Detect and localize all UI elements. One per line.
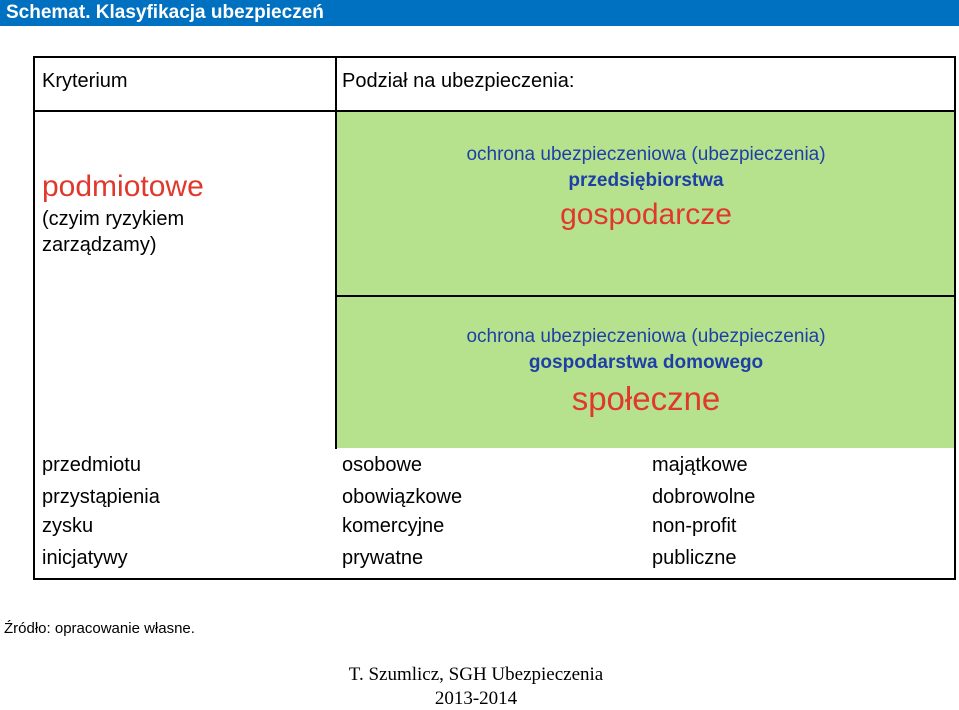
row-criterion: przedmiotu: [42, 454, 141, 476]
row-option-a: obowiązkowe: [342, 486, 463, 508]
criterion-subject: podmiotowe: [42, 170, 204, 203]
household-line-1: ochrona ubezpieczeniowa (ubezpieczenia): [466, 326, 826, 347]
header-divider: [33, 110, 956, 112]
enterprise-line-1: ochrona ubezpieczeniowa (ubezpieczenia): [466, 144, 826, 165]
page-title: Schemat. Klasyfikacja ubezpieczeń: [6, 2, 324, 23]
row-criterion: przystąpienia: [42, 486, 160, 508]
row-option-a: komercyjne: [342, 515, 445, 537]
subject-inner-divider: [336, 295, 956, 297]
criterion-subject-note-1: (czyim ryzykiem: [42, 208, 185, 230]
row-option-b: non-profit: [652, 515, 737, 537]
header-criterion: Kryterium: [42, 70, 128, 92]
footer-years: 2013-2014: [434, 688, 518, 709]
header-division: Podział na ubezpieczenia:: [342, 70, 575, 92]
row-criterion: zysku: [42, 515, 94, 537]
classification-table: [33, 56, 956, 580]
enterprise-type: gospodarcze: [560, 198, 732, 231]
row-option-b: majątkowe: [652, 454, 748, 476]
row-option-b: publiczne: [652, 547, 737, 569]
enterprise-line-2: przedsiębiorstwa: [568, 170, 724, 191]
row-option-a: prywatne: [342, 547, 424, 569]
source-note: Źródło: opracowanie własne.: [4, 620, 195, 637]
row-criterion: inicjatywy: [42, 547, 128, 569]
title-bar: [0, 0, 959, 26]
household-type: społeczne: [571, 380, 721, 417]
household-line-2: gospodarstwa domowego: [528, 352, 764, 373]
row-option-b: dobrowolne: [652, 486, 756, 508]
row-option-a: osobowe: [342, 454, 423, 476]
criterion-subject-note-2: zarządzamy): [42, 234, 157, 256]
footer-author: T. Szumlicz, SGH Ubezpieczenia: [348, 664, 604, 685]
